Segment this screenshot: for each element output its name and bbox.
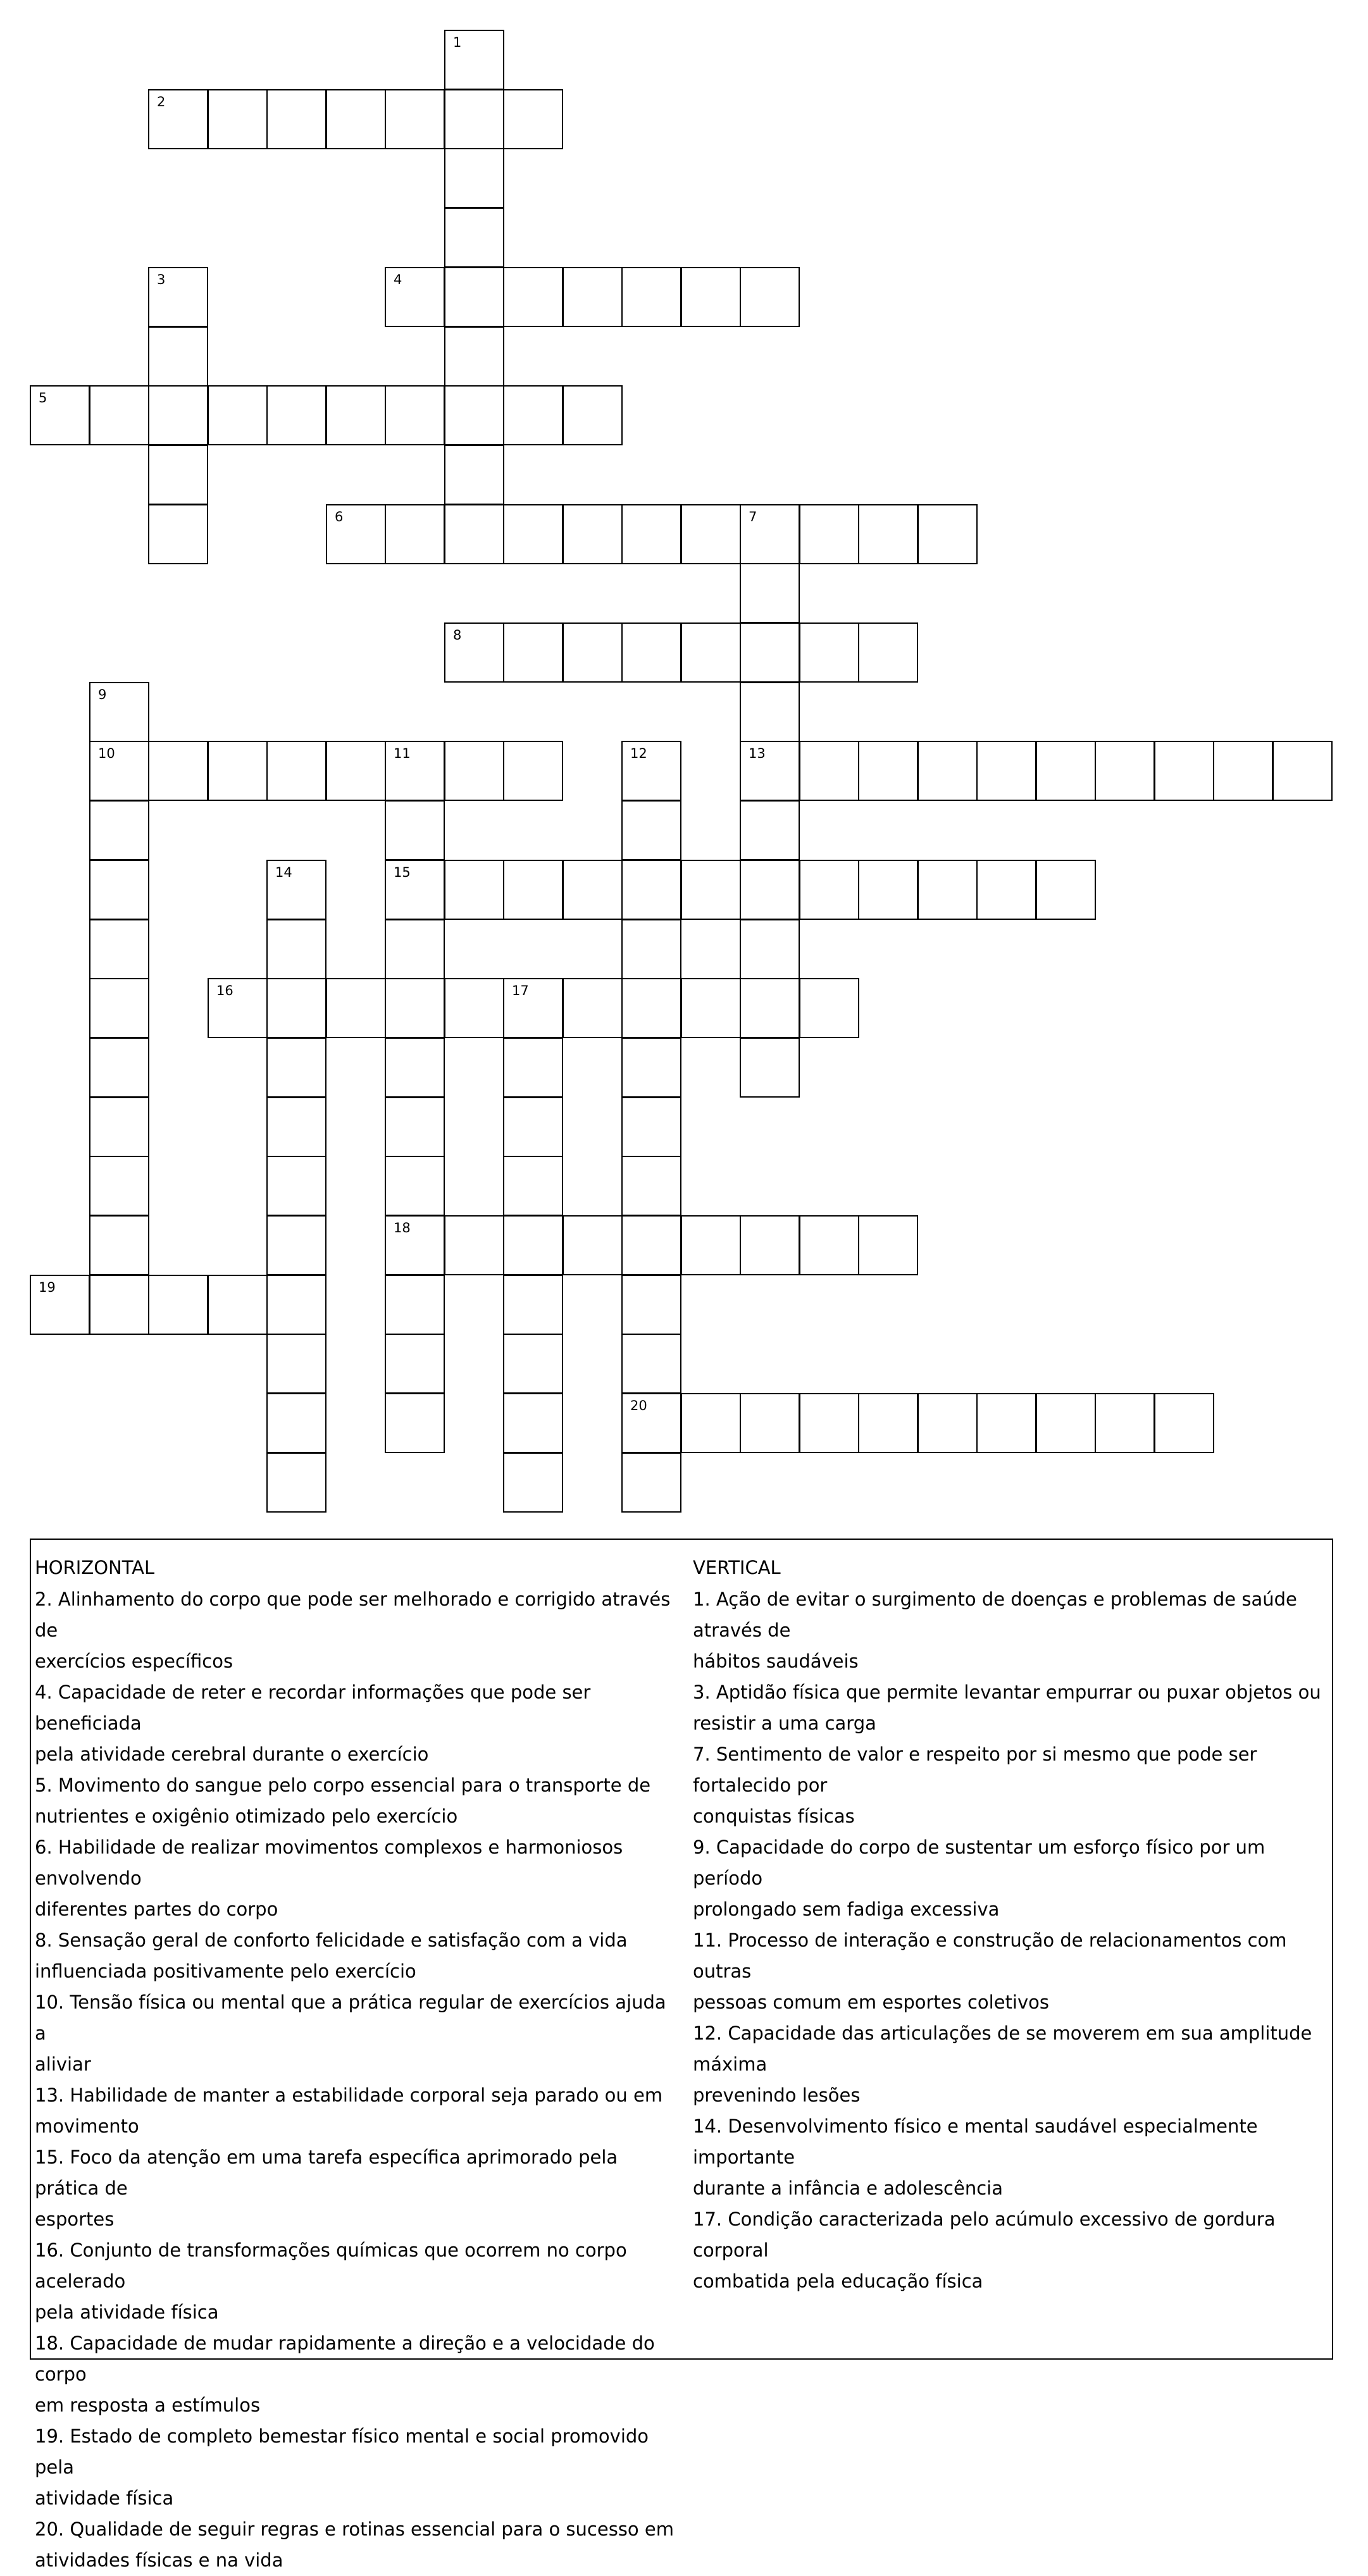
grid-cell[interactable] (444, 148, 504, 208)
clue-line: durante a infância e adolescência (693, 2177, 1003, 2199)
grid-cell[interactable] (444, 267, 504, 327)
clue-number: 17 (512, 983, 529, 998)
grid-cell[interactable] (681, 860, 741, 920)
grid-cell[interactable] (681, 504, 741, 564)
grid-cell[interactable] (326, 385, 386, 445)
grid-cell[interactable] (30, 385, 90, 445)
grid-cell[interactable] (266, 1215, 326, 1275)
grid-cell[interactable] (444, 978, 504, 1038)
clue-line: em resposta a estímulos (35, 2394, 261, 2416)
clue-line: prolongado sem fadiga excessiva (693, 1898, 1000, 1920)
grid-cell[interactable] (799, 741, 859, 801)
horizontal-heading: HORIZONTAL (35, 1557, 155, 1578)
clue-number: 11 (394, 746, 411, 761)
grid-cell[interactable] (266, 1097, 326, 1157)
grid-cell[interactable] (444, 1215, 504, 1275)
grid-cell[interactable] (208, 385, 268, 445)
clue-line: pela atividade cerebral durante o exercício (35, 1743, 429, 1765)
vertical-heading: VERTICAL (693, 1557, 781, 1578)
grid-cell[interactable] (30, 1275, 90, 1335)
clue-line: combatida pela educação física (693, 2270, 983, 2292)
grid-cell[interactable] (444, 622, 504, 683)
grid-cell[interactable] (621, 1037, 681, 1098)
grid-cell[interactable] (917, 1393, 978, 1453)
grid-cell[interactable] (563, 1215, 623, 1275)
grid-cell[interactable] (503, 622, 563, 683)
grid-cell[interactable] (326, 504, 386, 564)
grid-cell[interactable] (621, 919, 681, 979)
grid-cell[interactable] (621, 504, 681, 564)
grid-cell[interactable] (563, 978, 623, 1038)
grid-cell[interactable] (917, 860, 978, 920)
clue-number: 20 (630, 1398, 647, 1413)
grid-cell[interactable] (858, 860, 918, 920)
grid-cell[interactable] (148, 326, 208, 387)
grid-cell[interactable] (326, 741, 386, 801)
grid-cell[interactable] (621, 267, 681, 327)
grid-cell[interactable] (444, 30, 504, 90)
grid-cell[interactable] (799, 860, 859, 920)
clue-line: 7. Sentimento de valor e respeito por si mesmo que pode ser fortalecido por (693, 1743, 1257, 1796)
grid-cell[interactable] (740, 622, 800, 683)
grid-cell[interactable] (385, 978, 445, 1038)
grid-cell[interactable] (503, 1156, 563, 1216)
grid-cell[interactable] (326, 89, 386, 149)
clue-number: 1 (453, 35, 462, 50)
grid-cell[interactable] (621, 1275, 681, 1335)
grid-cell[interactable] (89, 682, 149, 742)
grid-cell[interactable] (89, 800, 149, 860)
grid-cell[interactable] (858, 622, 918, 683)
grid-cell[interactable] (1095, 741, 1155, 801)
grid-cell[interactable] (681, 622, 741, 683)
grid-cell[interactable] (621, 978, 681, 1038)
grid-cell[interactable] (266, 978, 326, 1038)
clue-line: pessoas comum em esportes coletivos (693, 1991, 1049, 2013)
grid-cell[interactable] (444, 207, 504, 268)
clue-line: resistir a uma carga (693, 1712, 876, 1734)
clue-line: 17. Condição caracterizada pelo acúmulo excessivo de gordura corporal (693, 2208, 1276, 2261)
grid-cell[interactable] (503, 1275, 563, 1335)
clue-number: 5 (39, 390, 47, 406)
grid-cell[interactable] (208, 978, 268, 1038)
clue-line: pela atividade física (35, 2301, 219, 2323)
clue-number: 3 (157, 272, 166, 287)
grid-cell[interactable] (621, 622, 681, 683)
grid-cell[interactable] (621, 1156, 681, 1216)
grid-cell[interactable] (740, 919, 800, 979)
clue-number: 16 (216, 983, 233, 998)
grid-cell[interactable] (89, 1275, 149, 1335)
grid-cell[interactable] (89, 741, 149, 801)
grid-cell[interactable] (148, 741, 208, 801)
grid-cell[interactable] (621, 1215, 681, 1275)
grid-cell[interactable] (208, 89, 268, 149)
grid-cell[interactable] (266, 1037, 326, 1098)
grid-cell[interactable] (266, 860, 326, 920)
clue-line: 20. Qualidade de seguir regras e rotinas essencial para o sucesso em (35, 2518, 674, 2540)
grid-cell[interactable] (385, 741, 445, 801)
clue-line: 1. Ação de evitar o surgimento de doenças e problemas de saúde através de (693, 1588, 1297, 1641)
grid-cell[interactable] (621, 860, 681, 920)
grid-cell[interactable] (563, 385, 623, 445)
grid-cell[interactable] (503, 860, 563, 920)
grid-cell[interactable] (503, 89, 563, 149)
clue-line: 10. Tensão física ou mental que a prática regular de exercícios ajuda a (35, 1991, 666, 2044)
clue-line: esportes (35, 2208, 115, 2230)
clue-number: 9 (98, 687, 107, 702)
grid-cell[interactable] (148, 89, 208, 149)
grid-cell[interactable] (740, 563, 800, 623)
clue-line: diferentes partes do corpo (35, 1898, 278, 1920)
clue-line: aliviar (35, 2053, 91, 2075)
grid-cell[interactable] (503, 1452, 563, 1513)
clue-line: 13. Habilidade de manter a estabilidade corporal seja parado ou em (35, 2084, 663, 2106)
grid-cell[interactable] (503, 385, 563, 445)
grid-cell[interactable] (444, 860, 504, 920)
grid-cell[interactable] (385, 860, 445, 920)
clue-line: atividade física (35, 2487, 174, 2509)
grid-cell[interactable] (503, 1334, 563, 1394)
grid-cell[interactable] (1213, 741, 1273, 801)
clue-line: 12. Capacidade das articulações de se moverem em sua amplitude máxima (693, 2022, 1312, 2075)
clue-number: 10 (98, 746, 115, 761)
clue-line: 5. Movimento do sangue pelo corpo essencial para o transporte de (35, 1774, 651, 1796)
grid-cell[interactable] (799, 1393, 859, 1453)
grid-cell[interactable] (563, 504, 623, 564)
grid-cell[interactable] (563, 267, 623, 327)
clue-line: influenciada positivamente pelo exercício (35, 1960, 416, 1982)
grid-cell[interactable] (1095, 1393, 1155, 1453)
grid-cell[interactable] (148, 504, 208, 564)
grid-cell[interactable] (266, 741, 326, 801)
clue-number: 15 (394, 865, 411, 880)
grid-cell[interactable] (563, 622, 623, 683)
clue-number: 14 (275, 865, 292, 880)
grid-cell[interactable] (740, 741, 800, 801)
grid-cell[interactable] (740, 800, 800, 860)
grid-cell[interactable] (326, 978, 386, 1038)
grid-cell[interactable] (740, 1037, 800, 1098)
grid-cell[interactable] (681, 978, 741, 1038)
clue-line: atividades físicas e na vida (35, 2549, 283, 2571)
clues-box (30, 1539, 1333, 2571)
grid-cell[interactable] (976, 741, 1036, 801)
clue-line: 9. Capacidade do corpo de sustentar um esforço físico por um período (693, 1836, 1265, 1889)
clue-line: movimento (35, 2115, 139, 2137)
grid-cell[interactable] (563, 860, 623, 920)
grid-cell[interactable] (385, 1393, 445, 1453)
grid-cell[interactable] (621, 1097, 681, 1157)
grid-cell[interactable] (740, 682, 800, 742)
grid-cell[interactable] (621, 1393, 681, 1453)
grid-cell[interactable] (266, 1156, 326, 1216)
grid-cell[interactable] (1272, 741, 1333, 801)
clue-number: 2 (157, 94, 166, 109)
clue-line: 19. Estado de completo bemestar físico mental e social promovido pela (35, 2425, 649, 2478)
grid-cell[interactable] (89, 1097, 149, 1157)
grid-cell[interactable] (740, 1215, 800, 1275)
grid-cell[interactable] (858, 504, 918, 564)
grid-cell[interactable] (858, 741, 918, 801)
grid-cell[interactable] (385, 1275, 445, 1335)
grid-cell[interactable] (89, 860, 149, 920)
clue-number: 13 (749, 746, 766, 761)
grid-cell[interactable] (385, 800, 445, 860)
grid-cell[interactable] (385, 1037, 445, 1098)
grid-cell[interactable] (444, 326, 504, 387)
grid-cell[interactable] (799, 1215, 859, 1275)
clue-number: 4 (394, 272, 402, 287)
grid-cell[interactable] (503, 1393, 563, 1453)
grid-cell[interactable] (799, 504, 859, 564)
grid-cell[interactable] (266, 1452, 326, 1513)
grid-cell[interactable] (444, 89, 504, 149)
clue-line: 2. Alinhamento do corpo que pode ser melhorado e corrigido através de (35, 1588, 671, 1641)
grid-cell[interactable] (858, 1215, 918, 1275)
clue-line: 6. Habilidade de realizar movimentos complexos e harmoniosos envolvendo (35, 1836, 623, 1889)
grid-cell[interactable] (976, 860, 1036, 920)
horizontal-clues (35, 1552, 674, 2576)
grid-cell[interactable] (444, 445, 504, 505)
grid-cell[interactable] (148, 1275, 208, 1335)
clue-line: exercícios específicos (35, 1650, 233, 1672)
grid-cell[interactable] (385, 1215, 445, 1275)
grid-cell[interactable] (89, 978, 149, 1038)
grid-cell[interactable] (681, 1393, 741, 1453)
grid-cell[interactable] (385, 504, 445, 564)
grid-cell[interactable] (621, 1452, 681, 1513)
grid-cell[interactable] (444, 741, 504, 801)
grid-cell[interactable] (1036, 741, 1096, 801)
clue-line: conquistas físicas (693, 1805, 855, 1827)
grid-cell[interactable] (503, 741, 563, 801)
grid-cell[interactable] (89, 1037, 149, 1098)
grid-cell[interactable] (148, 385, 208, 445)
clue-number: 7 (749, 509, 757, 524)
clue-number: 18 (394, 1220, 411, 1235)
grid-cell[interactable] (503, 1037, 563, 1098)
grid-cell[interactable] (621, 741, 681, 801)
grid-cell[interactable] (917, 741, 978, 801)
clue-line: 16. Conjunto de transformações químicas que ocorrem no corpo acelerado (35, 2239, 627, 2292)
grid-cell[interactable] (740, 978, 800, 1038)
grid-cell[interactable] (444, 385, 504, 445)
grid-cell[interactable] (1154, 741, 1214, 801)
clue-number: 6 (335, 509, 344, 524)
grid-cell[interactable] (266, 385, 326, 445)
grid-cell[interactable] (266, 1275, 326, 1335)
grid-cell[interactable] (799, 978, 859, 1038)
grid-cell[interactable] (681, 1215, 741, 1275)
grid-cell[interactable] (1154, 1393, 1214, 1453)
grid-cell[interactable] (385, 919, 445, 979)
grid-cell[interactable] (385, 89, 445, 149)
clue-line: prevenindo lesões (693, 2084, 861, 2106)
grid-cell[interactable] (503, 267, 563, 327)
clue-line: 18. Capacidade de mudar rapidamente a direção e a velocidade do corpo (35, 2332, 655, 2385)
grid-cell[interactable] (385, 267, 445, 327)
grid-cell[interactable] (89, 1215, 149, 1275)
grid-cell[interactable] (740, 860, 800, 920)
grid-cell[interactable] (503, 1097, 563, 1157)
grid-cell[interactable] (503, 978, 563, 1038)
grid-cell[interactable] (799, 622, 859, 683)
grid-cell[interactable] (503, 1215, 563, 1275)
grid-cell[interactable] (444, 504, 504, 564)
grid-cell[interactable] (917, 504, 978, 564)
grid-cell[interactable] (266, 919, 326, 979)
clue-line: nutrientes e oxigênio otimizado pelo exercício (35, 1805, 458, 1827)
grid-cell[interactable] (208, 741, 268, 801)
grid-cell[interactable] (385, 1156, 445, 1216)
grid-cell[interactable] (1036, 860, 1096, 920)
clue-number: 19 (39, 1280, 56, 1295)
grid-cell[interactable] (266, 1334, 326, 1394)
clue-number: 12 (630, 746, 647, 761)
clue-line: 11. Processo de interação e construção de relacionamentos com outras (693, 1929, 1287, 1982)
clue-line: 15. Foco da atenção em uma tarefa específica aprimorado pela prática de (35, 2146, 618, 2199)
grid-cell[interactable] (89, 1156, 149, 1216)
grid-cell[interactable] (740, 1393, 800, 1453)
grid-cell[interactable] (681, 267, 741, 327)
clue-number: 8 (453, 628, 462, 643)
grid-cell[interactable] (89, 919, 149, 979)
vertical-clues (693, 1552, 1332, 2297)
grid-cell[interactable] (976, 1393, 1036, 1453)
grid-cell[interactable] (266, 89, 326, 149)
grid-cell[interactable] (858, 1393, 918, 1453)
grid-cell[interactable] (385, 1097, 445, 1157)
grid-cell[interactable] (208, 1275, 268, 1335)
grid-cell[interactable] (385, 385, 445, 445)
grid-cell[interactable] (89, 385, 149, 445)
grid-cell[interactable] (148, 267, 208, 327)
grid-cell[interactable] (385, 1334, 445, 1394)
grid-cell[interactable] (621, 800, 681, 860)
grid-cell[interactable] (503, 504, 563, 564)
clue-line: 8. Sensação geral de conforto felicidade e satisfação com a vida (35, 1929, 628, 1951)
grid-cell[interactable] (148, 445, 208, 505)
grid-cell[interactable] (1036, 1393, 1096, 1453)
clue-line: 14. Desenvolvimento físico e mental saudável especialmente importante (693, 2115, 1258, 2168)
clue-line: hábitos saudáveis (693, 1650, 859, 1672)
grid-cell[interactable] (621, 1334, 681, 1394)
clue-line: 3. Aptidão física que permite levantar empurrar ou puxar objetos ou (693, 1681, 1321, 1703)
clue-line: 4. Capacidade de reter e recordar informações que pode ser beneficiada (35, 1681, 591, 1734)
grid-cell[interactable] (740, 504, 800, 564)
grid-cell[interactable] (266, 1393, 326, 1453)
grid-cell[interactable] (740, 267, 800, 327)
